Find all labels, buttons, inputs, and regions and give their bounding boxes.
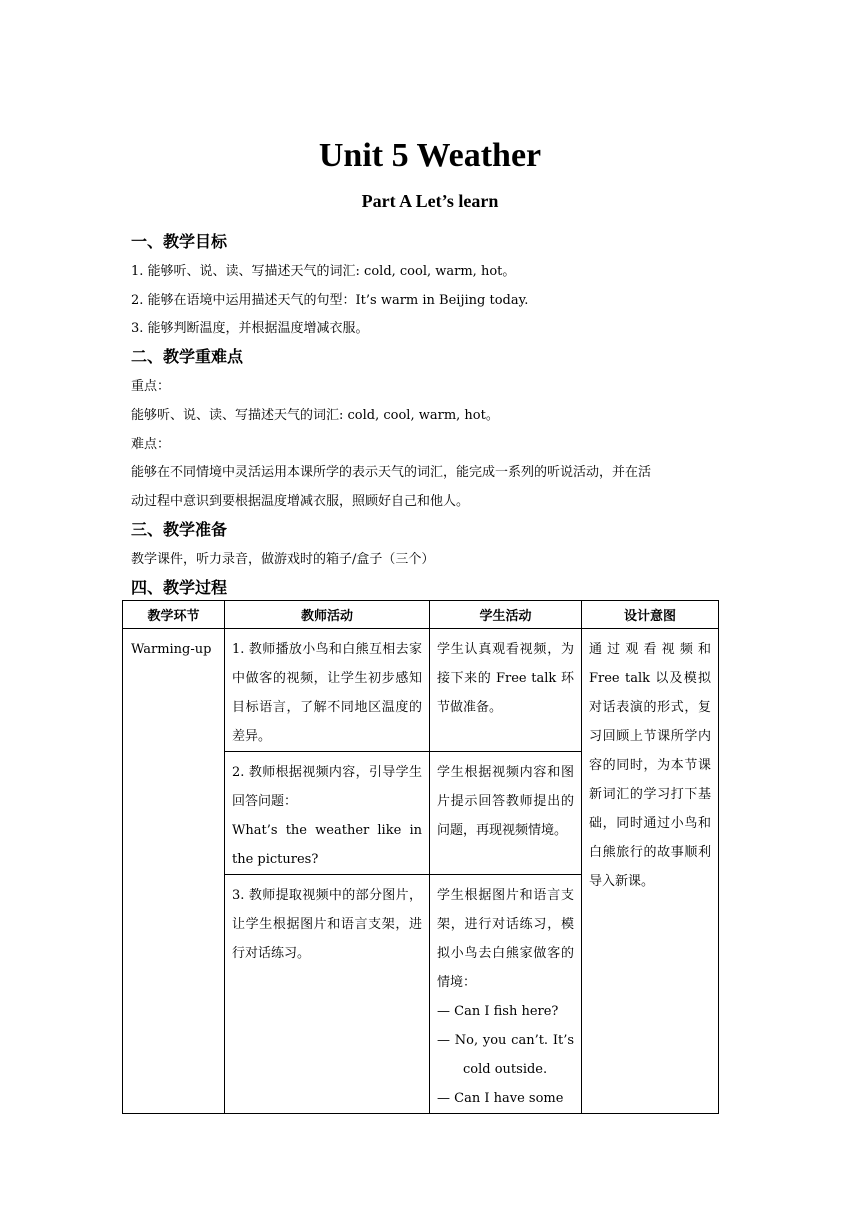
teacher-cell-3 [225, 875, 430, 1114]
table-header-row [123, 601, 719, 629]
teacher-cell-2 [225, 752, 430, 875]
key-text: 能够听、说、读、写描述天气的词汇: cold, cool, warm, hot。 [131, 408, 499, 423]
column-header-teacher: 教师活动 [225, 601, 430, 629]
teacher-cell-1 [225, 629, 430, 752]
dialogue-line: — No, you can’t. It’s cold outside. [437, 1033, 574, 1077]
keypoints-heading: 二、教学重难点 [131, 347, 244, 366]
student-cell-3 [430, 875, 582, 1114]
student-cell-2 [430, 752, 582, 875]
student-cell-1 [430, 629, 582, 752]
dialogue-line: — Can I fish here? [437, 1004, 559, 1019]
design-purpose: 通过观看视频和 Free talk 以及模拟对话表演的形式，复习回顾上节课所学内容的同时，为本节课新词汇的学习打下基础，同时通过小鸟和白熊旅行的故事顺利导入新课。 [589, 642, 711, 889]
teacher-activity-1: 1. 教师播放小鸟和白熊互相去家中做客的视频，让学生初步感知目标语言，了解不同地区温度的差异。 [232, 642, 422, 744]
preparation-text: 教学课件，听力录音，做游戏时的箱子/盒子（三个） [131, 552, 435, 567]
table-row [123, 629, 719, 752]
goal-item-3: 3. 能够判断温度，并根据温度增减衣服。 [131, 321, 369, 336]
column-header-purpose: 设计意图 [582, 601, 719, 629]
difficult-label: 难点： [131, 437, 171, 452]
purpose-cell [582, 629, 719, 1114]
dialogue-line: — Can I have some [437, 1091, 564, 1106]
goal-item-1: 1. 能够听、说、读、写描述天气的词汇: cold, cool, warm, hot。 [131, 264, 516, 279]
stage-cell [123, 629, 225, 1114]
difficult-text-line1: 能够在不同情境中灵活运用本课所学的表示天气的词汇，能完成一系列的听说活动，并在活 [131, 465, 652, 480]
process-table [122, 600, 719, 1114]
teacher-activity-2: 2. 教师根据视频内容，引导学生回答问题： [232, 765, 422, 809]
student-activity-2: 学生根据视频内容和图片提示回答教师提出的问题，再现视频情境。 [437, 765, 574, 838]
key-label: 重点： [131, 379, 171, 394]
student-activity-3: 学生根据图片和语言支架，进行对话练习，模拟小鸟去白熊家做客的情境： [437, 888, 574, 990]
teacher-activity-3: 3. 教师提取视频中的部分图片，让学生根据图片和语言支架，进行对话练习。 [232, 888, 422, 961]
student-activity-1: 学生认真观看视频，为接下来的 Free talk 环节做准备。 [437, 642, 574, 715]
page-subtitle: Part A Let’s learn [361, 191, 499, 211]
stage-label: Warming-up [131, 642, 212, 657]
difficult-text-line2: 动过程中意识到要根据温度增减衣服，照顾好自己和他人。 [131, 494, 470, 509]
column-header-stage: 教学环节 [123, 601, 225, 629]
teacher-question: What’s the weather like in the pictures? [232, 823, 422, 867]
goal-item-2: 2. 能够在语境中运用描述天气的句型：It’s warm in Beijing today. [131, 293, 529, 308]
goals-heading: 一、教学目标 [131, 232, 228, 251]
process-heading: 四、教学过程 [131, 578, 228, 597]
column-header-student: 学生活动 [430, 601, 582, 629]
page-title: Unit 5 Weather [318, 137, 542, 174]
preparation-heading: 三、教学准备 [131, 520, 228, 539]
